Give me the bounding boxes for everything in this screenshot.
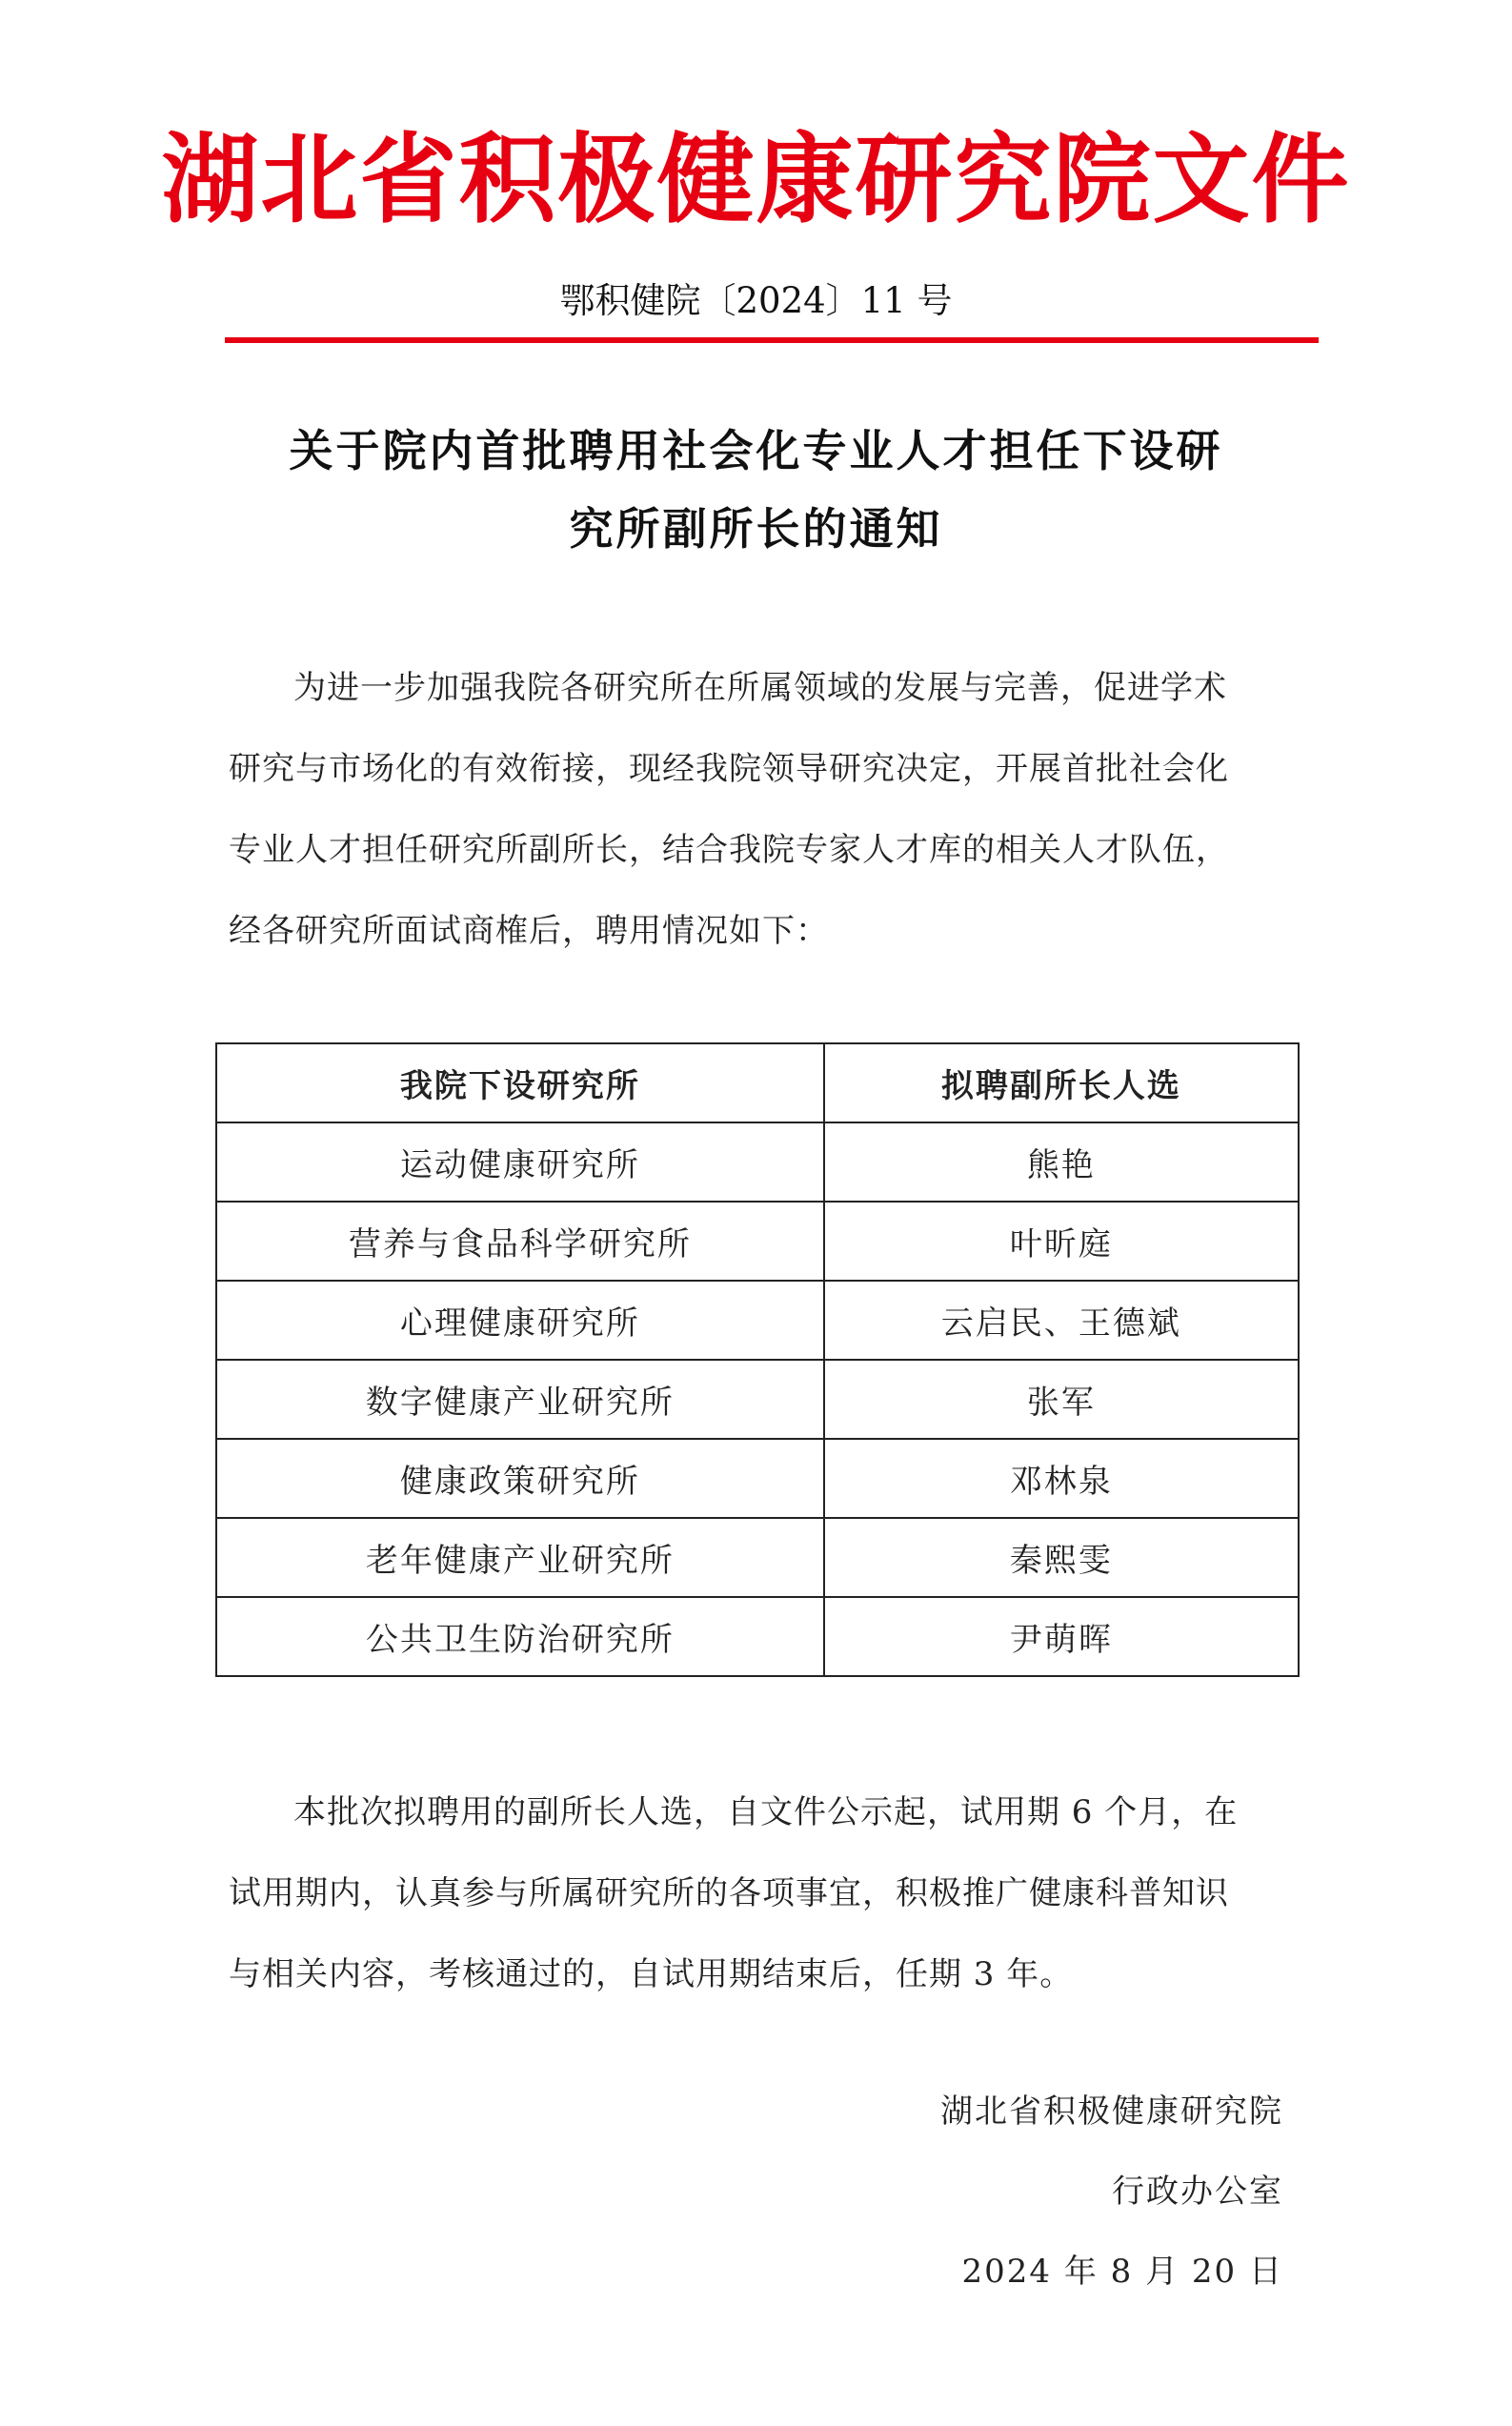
table-row (216, 1281, 1299, 1360)
table-row (216, 1202, 1299, 1281)
candidate-cell: 尹萌晖 (824, 1597, 1299, 1676)
document-masthead: 湖北省积极健康研究院文件 (161, 123, 1351, 237)
institute-cell: 运动健康研究所 (216, 1122, 824, 1202)
signature-date: 2024 年 8 月 20 日 (961, 2253, 1283, 2291)
table-row (216, 1518, 1299, 1597)
institute-cell: 健康政策研究所 (216, 1439, 824, 1518)
paragraph-line: 本批次拟聘用的副所长人选，自文件公示起，试用期 6 个月，在 (293, 1793, 1239, 1831)
notice-title-line-1: 关于院内首批聘用社会化专业人才担任下设研 (289, 425, 1223, 476)
column-header-candidate: 拟聘副所长人选 (824, 1043, 1299, 1122)
signature-office: 行政办公室 (1112, 2173, 1283, 2211)
institute-cell: 数字健康产业研究所 (216, 1360, 824, 1439)
institute-cell: 营养与食品科学研究所 (216, 1202, 824, 1281)
candidate-cell: 熊艳 (824, 1122, 1299, 1202)
candidate-cell: 云启民、王德斌 (824, 1281, 1299, 1360)
candidate-cell: 邓林泉 (824, 1439, 1299, 1518)
paragraph-line: 为进一步加强我院各研究所在所属领域的发展与完善，促进学术 (293, 669, 1227, 707)
table-header-row (216, 1043, 1299, 1122)
candidate-cell: 张军 (824, 1360, 1299, 1439)
signature-organization: 湖北省积极健康研究院 (940, 2092, 1283, 2131)
table-row (216, 1439, 1299, 1518)
notice-title-line-2: 究所副所长的通知 (569, 503, 943, 555)
intro-paragraph (229, 648, 1286, 972)
document-number: 鄂积健院〔2024〕11 号 (559, 280, 953, 321)
red-divider-line (225, 337, 1319, 343)
candidate-cell: 叶昕庭 (824, 1202, 1299, 1281)
column-header-institute: 我院下设研究所 (216, 1043, 824, 1122)
paragraph-line: 专业人才担任研究所副所长，结合我院专家人才库的相关人才队伍， (229, 831, 1229, 869)
table-row (216, 1122, 1299, 1202)
appointment-table (215, 1042, 1300, 1677)
paragraph-line: 与相关内容，考核通过的，自试用期结束后，任期 3 年。 (229, 1955, 1074, 1993)
candidate-cell: 秦熙雯 (824, 1518, 1299, 1597)
institute-cell: 心理健康研究所 (216, 1281, 824, 1360)
notice-title (191, 412, 1321, 568)
paragraph-line: 试用期内，认真参与所属研究所的各项事宜，积极推广健康科普知识 (229, 1874, 1229, 1912)
table-row (216, 1360, 1299, 1439)
paragraph-line: 经各研究所面试商榷后，聘用情况如下： (229, 912, 829, 950)
probation-paragraph (229, 1772, 1286, 2015)
paragraph-line: 研究与市场化的有效衔接，现经我院领导研究决定，开展首批社会化 (229, 750, 1229, 788)
institute-cell: 公共卫生防治研究所 (216, 1597, 824, 1676)
table-row (216, 1597, 1299, 1676)
institute-cell: 老年健康产业研究所 (216, 1518, 824, 1597)
